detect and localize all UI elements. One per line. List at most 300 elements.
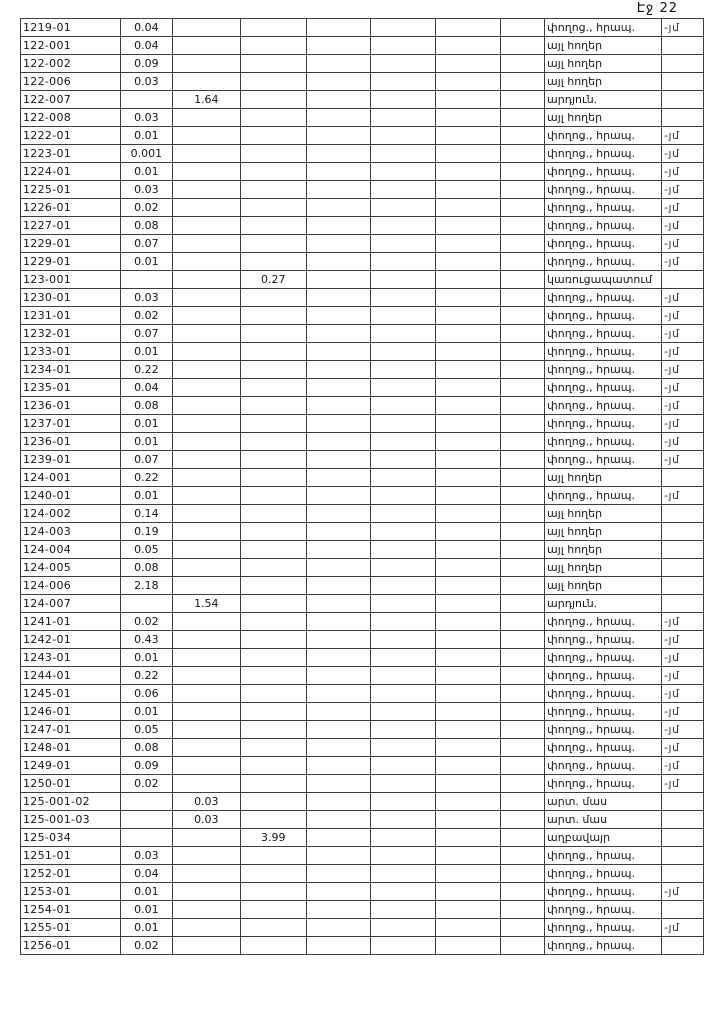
- area-value-cell: [501, 937, 545, 955]
- parcel-code-cell: 1252-01: [21, 865, 121, 883]
- area-value-cell: [436, 505, 501, 523]
- area-value-cell: [371, 415, 436, 433]
- margin-annotation: -յմ: [662, 883, 704, 901]
- margin-annotation: [662, 469, 704, 487]
- area-value-cell: [306, 253, 371, 271]
- area-value-cell: 0.08: [120, 397, 172, 415]
- parcel-code-cell: 1227-01: [21, 217, 121, 235]
- table-row: [21, 577, 704, 595]
- area-value-cell: [306, 343, 371, 361]
- area-value-cell: [306, 523, 371, 541]
- area-value-cell: [501, 127, 545, 145]
- parcel-code-cell: 1242-01: [21, 631, 121, 649]
- area-value-cell: [501, 829, 545, 847]
- area-value-cell: [501, 235, 545, 253]
- area-value-cell: [501, 217, 545, 235]
- area-value-cell: [501, 253, 545, 271]
- margin-annotation: -յմ: [662, 379, 704, 397]
- land-use-cell: այլ հողեր: [545, 469, 662, 487]
- area-value-cell: [172, 829, 240, 847]
- area-value-cell: 0.04: [120, 19, 172, 37]
- area-value-cell: [240, 343, 306, 361]
- land-use-cell: փողոց., հրապ.: [545, 19, 662, 37]
- area-value-cell: [172, 469, 240, 487]
- area-value-cell: 2.18: [120, 577, 172, 595]
- area-value-cell: [172, 415, 240, 433]
- parcel-code-cell: 1239-01: [21, 451, 121, 469]
- area-value-cell: [501, 649, 545, 667]
- area-value-cell: [371, 523, 436, 541]
- area-value-cell: 0.07: [120, 235, 172, 253]
- parcel-code-cell: 122-008: [21, 109, 121, 127]
- area-value-cell: [501, 793, 545, 811]
- area-value-cell: 0.22: [120, 667, 172, 685]
- area-value-cell: [172, 487, 240, 505]
- margin-annotation: -յմ: [662, 415, 704, 433]
- area-value-cell: 0.03: [120, 109, 172, 127]
- area-value-cell: [501, 577, 545, 595]
- area-value-cell: [172, 307, 240, 325]
- area-value-cell: [172, 685, 240, 703]
- margin-annotation: -յմ: [662, 307, 704, 325]
- margin-annotation: -յմ: [662, 613, 704, 631]
- margin-annotation: [662, 91, 704, 109]
- area-value-cell: [306, 721, 371, 739]
- area-value-cell: [306, 559, 371, 577]
- area-value-cell: [120, 829, 172, 847]
- area-value-cell: [306, 685, 371, 703]
- area-value-cell: [240, 811, 306, 829]
- area-value-cell: 1.54: [172, 595, 240, 613]
- area-value-cell: [371, 343, 436, 361]
- area-value-cell: [240, 109, 306, 127]
- area-value-cell: [501, 343, 545, 361]
- area-value-cell: [371, 433, 436, 451]
- parcel-code-cell: 124-007: [21, 595, 121, 613]
- margin-annotation: -յմ: [662, 757, 704, 775]
- parcel-code-cell: 1219-01: [21, 19, 121, 37]
- area-value-cell: 1.64: [172, 91, 240, 109]
- area-value-cell: [436, 163, 501, 181]
- margin-annotation: -յմ: [662, 721, 704, 739]
- parcel-code-cell: 1250-01: [21, 775, 121, 793]
- table-row: [21, 415, 704, 433]
- land-use-cell: փողոց., հրապ.: [545, 919, 662, 937]
- table-row: [21, 433, 704, 451]
- land-use-cell: փողոց., հրապ.: [545, 145, 662, 163]
- area-value-cell: [436, 181, 501, 199]
- area-value-cell: [306, 379, 371, 397]
- parcel-code-cell: 122-001: [21, 37, 121, 55]
- area-value-cell: [501, 613, 545, 631]
- area-value-cell: 0.03: [172, 793, 240, 811]
- table-row: [21, 631, 704, 649]
- area-value-cell: [436, 829, 501, 847]
- margin-annotation: -յմ: [662, 289, 704, 307]
- area-value-cell: [371, 55, 436, 73]
- area-value-cell: 0.02: [120, 613, 172, 631]
- land-use-cell: արտ. մաս: [545, 793, 662, 811]
- area-value-cell: [172, 559, 240, 577]
- table-row: [21, 541, 704, 559]
- area-value-cell: 0.03: [120, 181, 172, 199]
- parcel-code-cell: 1225-01: [21, 181, 121, 199]
- land-use-cell: փողոց., հրապ.: [545, 433, 662, 451]
- margin-annotation: -յմ: [662, 127, 704, 145]
- margin-annotation: -յմ: [662, 433, 704, 451]
- area-value-cell: [240, 847, 306, 865]
- area-value-cell: [371, 397, 436, 415]
- area-value-cell: [240, 757, 306, 775]
- margin-annotation: [662, 865, 704, 883]
- table-row: [21, 109, 704, 127]
- area-value-cell: [306, 451, 371, 469]
- area-value-cell: [306, 865, 371, 883]
- area-value-cell: [371, 73, 436, 91]
- area-value-cell: [306, 757, 371, 775]
- land-use-cell: կառուցապատում: [545, 271, 662, 289]
- area-value-cell: [306, 631, 371, 649]
- area-value-cell: [306, 217, 371, 235]
- area-value-cell: [172, 235, 240, 253]
- land-use-cell: այլ հողեր: [545, 541, 662, 559]
- area-value-cell: [501, 73, 545, 91]
- land-use-cell: փողոց., հրապ.: [545, 415, 662, 433]
- parcel-code-cell: 1236-01: [21, 433, 121, 451]
- area-value-cell: [172, 919, 240, 937]
- area-value-cell: [240, 703, 306, 721]
- area-value-cell: 0.001: [120, 145, 172, 163]
- area-value-cell: [240, 433, 306, 451]
- table-body: [21, 19, 704, 955]
- area-value-cell: [172, 271, 240, 289]
- area-value-cell: [240, 217, 306, 235]
- land-use-cell: փողոց., հրապ.: [545, 379, 662, 397]
- area-value-cell: [240, 181, 306, 199]
- area-value-cell: [306, 433, 371, 451]
- area-value-cell: [436, 145, 501, 163]
- area-value-cell: [371, 469, 436, 487]
- area-value-cell: [240, 793, 306, 811]
- parcel-code-cell: 124-006: [21, 577, 121, 595]
- parcel-code-cell: 1249-01: [21, 757, 121, 775]
- area-value-cell: [501, 181, 545, 199]
- area-value-cell: [306, 901, 371, 919]
- area-value-cell: [371, 919, 436, 937]
- area-value-cell: [306, 37, 371, 55]
- land-use-cell: փողոց., հրապ.: [545, 775, 662, 793]
- margin-annotation: -յմ: [662, 361, 704, 379]
- area-value-cell: [306, 91, 371, 109]
- land-use-cell: փողոց., հրապ.: [545, 253, 662, 271]
- table-row: [21, 91, 704, 109]
- land-use-cell: փողոց., հրապ.: [545, 631, 662, 649]
- parcel-code-cell: 1246-01: [21, 703, 121, 721]
- table-row: [21, 559, 704, 577]
- area-value-cell: [172, 145, 240, 163]
- parcel-code-cell: 1232-01: [21, 325, 121, 343]
- area-value-cell: [306, 595, 371, 613]
- area-value-cell: [501, 721, 545, 739]
- area-value-cell: [436, 397, 501, 415]
- area-value-cell: [306, 703, 371, 721]
- table-row: [21, 523, 704, 541]
- area-value-cell: [371, 829, 436, 847]
- area-value-cell: [240, 667, 306, 685]
- table-row: [21, 595, 704, 613]
- margin-annotation: -յմ: [662, 631, 704, 649]
- area-value-cell: [436, 739, 501, 757]
- area-value-cell: [371, 361, 436, 379]
- land-use-cell: փողոց., հրապ.: [545, 163, 662, 181]
- land-use-cell: փողոց., հրապ.: [545, 451, 662, 469]
- area-value-cell: [501, 289, 545, 307]
- land-use-cell: աղբավայր: [545, 829, 662, 847]
- area-value-cell: [371, 199, 436, 217]
- area-value-cell: [306, 415, 371, 433]
- land-use-cell: փողոց., հրապ.: [545, 685, 662, 703]
- area-value-cell: [306, 847, 371, 865]
- area-value-cell: [371, 595, 436, 613]
- area-value-cell: [371, 541, 436, 559]
- area-value-cell: [371, 91, 436, 109]
- area-value-cell: [172, 109, 240, 127]
- parcel-code-cell: 124-002: [21, 505, 121, 523]
- table-row: [21, 739, 704, 757]
- area-value-cell: [172, 739, 240, 757]
- parcel-code-cell: 1243-01: [21, 649, 121, 667]
- margin-annotation: -յմ: [662, 739, 704, 757]
- area-value-cell: [172, 865, 240, 883]
- parcel-code-cell: 125-034: [21, 829, 121, 847]
- area-value-cell: [501, 145, 545, 163]
- parcel-code-cell: 1229-01: [21, 253, 121, 271]
- margin-annotation: [662, 811, 704, 829]
- area-value-cell: [436, 109, 501, 127]
- margin-annotation: [662, 901, 704, 919]
- land-use-cell: փողոց., հրապ.: [545, 613, 662, 631]
- table-row: [21, 37, 704, 55]
- margin-annotation: [662, 829, 704, 847]
- area-value-cell: [501, 703, 545, 721]
- land-use-cell: փողոց., հրապ.: [545, 649, 662, 667]
- area-value-cell: [436, 361, 501, 379]
- area-value-cell: 0.04: [120, 865, 172, 883]
- area-value-cell: [306, 469, 371, 487]
- land-use-cell: փողոց., հրապ.: [545, 307, 662, 325]
- area-value-cell: [306, 181, 371, 199]
- area-value-cell: 0.04: [120, 379, 172, 397]
- area-value-cell: [306, 397, 371, 415]
- area-value-cell: [371, 487, 436, 505]
- parcel-code-cell: 1233-01: [21, 343, 121, 361]
- margin-annotation: [662, 559, 704, 577]
- land-use-cell: փողոց., հրապ.: [545, 937, 662, 955]
- area-value-cell: [371, 721, 436, 739]
- area-value-cell: [436, 469, 501, 487]
- table-row: [21, 685, 704, 703]
- area-value-cell: [436, 613, 501, 631]
- area-value-cell: 3.99: [240, 829, 306, 847]
- area-value-cell: [240, 865, 306, 883]
- land-use-cell: փողոց., հրապ.: [545, 847, 662, 865]
- parcel-code-cell: 125-001-02: [21, 793, 121, 811]
- table-row: [21, 829, 704, 847]
- parcel-code-cell: 125-001-03: [21, 811, 121, 829]
- area-value-cell: [501, 919, 545, 937]
- area-value-cell: [172, 73, 240, 91]
- area-value-cell: [306, 775, 371, 793]
- area-value-cell: [371, 127, 436, 145]
- area-value-cell: [371, 163, 436, 181]
- area-value-cell: [172, 379, 240, 397]
- area-value-cell: [172, 361, 240, 379]
- area-value-cell: [501, 685, 545, 703]
- table-row: [21, 451, 704, 469]
- area-value-cell: [371, 235, 436, 253]
- area-value-cell: 0.27: [240, 271, 306, 289]
- area-value-cell: 0.08: [120, 217, 172, 235]
- area-value-cell: [172, 325, 240, 343]
- parcel-code-cell: 1241-01: [21, 613, 121, 631]
- table-row: [21, 919, 704, 937]
- margin-annotation: -յմ: [662, 685, 704, 703]
- area-value-cell: [436, 451, 501, 469]
- area-value-cell: [371, 739, 436, 757]
- area-value-cell: [306, 289, 371, 307]
- area-value-cell: [120, 811, 172, 829]
- area-value-cell: [240, 361, 306, 379]
- area-value-cell: [371, 271, 436, 289]
- area-value-cell: [172, 613, 240, 631]
- area-value-cell: [172, 649, 240, 667]
- area-value-cell: [240, 595, 306, 613]
- area-value-cell: 0.01: [120, 901, 172, 919]
- area-value-cell: [172, 289, 240, 307]
- area-value-cell: [501, 307, 545, 325]
- margin-annotation: [662, 55, 704, 73]
- parcel-code-cell: 1222-01: [21, 127, 121, 145]
- area-value-cell: [240, 451, 306, 469]
- area-value-cell: [436, 901, 501, 919]
- cadastral-table: [20, 18, 704, 955]
- area-value-cell: [436, 73, 501, 91]
- area-value-cell: [436, 523, 501, 541]
- area-value-cell: [436, 91, 501, 109]
- area-value-cell: [501, 325, 545, 343]
- area-value-cell: [436, 37, 501, 55]
- land-use-cell: փողոց., հրապ.: [545, 667, 662, 685]
- table-row: [21, 73, 704, 91]
- parcel-code-cell: 1248-01: [21, 739, 121, 757]
- area-value-cell: [172, 883, 240, 901]
- margin-annotation: -յմ: [662, 343, 704, 361]
- area-value-cell: 0.09: [120, 55, 172, 73]
- area-value-cell: [501, 469, 545, 487]
- area-value-cell: [371, 901, 436, 919]
- area-value-cell: [371, 775, 436, 793]
- parcel-code-cell: 1235-01: [21, 379, 121, 397]
- area-value-cell: 0.08: [120, 559, 172, 577]
- area-value-cell: [371, 631, 436, 649]
- area-value-cell: [172, 577, 240, 595]
- area-value-cell: [240, 415, 306, 433]
- area-value-cell: [240, 559, 306, 577]
- parcel-code-cell: 122-002: [21, 55, 121, 73]
- area-value-cell: [501, 559, 545, 577]
- land-use-cell: փողոց., հրապ.: [545, 235, 662, 253]
- area-value-cell: [306, 73, 371, 91]
- area-value-cell: [371, 37, 436, 55]
- margin-annotation: -յմ: [662, 253, 704, 271]
- area-value-cell: [240, 253, 306, 271]
- land-use-cell: փողոց., հրապ.: [545, 289, 662, 307]
- area-value-cell: [306, 919, 371, 937]
- area-value-cell: [371, 289, 436, 307]
- area-value-cell: [306, 577, 371, 595]
- area-value-cell: [240, 937, 306, 955]
- table-row: [21, 379, 704, 397]
- area-value-cell: [501, 811, 545, 829]
- area-value-cell: [172, 631, 240, 649]
- area-value-cell: [172, 937, 240, 955]
- area-value-cell: [436, 667, 501, 685]
- area-value-cell: [240, 289, 306, 307]
- area-value-cell: [501, 595, 545, 613]
- area-value-cell: [306, 649, 371, 667]
- area-value-cell: [436, 415, 501, 433]
- parcel-code-cell: 1229-01: [21, 235, 121, 253]
- parcel-code-cell: 1244-01: [21, 667, 121, 685]
- area-value-cell: [436, 217, 501, 235]
- area-value-cell: [501, 397, 545, 415]
- area-value-cell: 0.02: [120, 307, 172, 325]
- table-row: [21, 19, 704, 37]
- table-row: [21, 325, 704, 343]
- table-row: [21, 397, 704, 415]
- margin-annotation: [662, 505, 704, 523]
- area-value-cell: [240, 739, 306, 757]
- area-value-cell: [501, 505, 545, 523]
- table-row: [21, 649, 704, 667]
- area-value-cell: 0.22: [120, 361, 172, 379]
- parcel-code-cell: 1256-01: [21, 937, 121, 955]
- land-use-cell: այլ հողեր: [545, 505, 662, 523]
- margin-annotation: -յմ: [662, 19, 704, 37]
- area-value-cell: [306, 811, 371, 829]
- area-value-cell: [240, 199, 306, 217]
- table-row: [21, 181, 704, 199]
- area-value-cell: [371, 379, 436, 397]
- area-value-cell: [436, 325, 501, 343]
- area-value-cell: [172, 19, 240, 37]
- margin-annotation: [662, 541, 704, 559]
- area-value-cell: [172, 163, 240, 181]
- margin-annotation: -յմ: [662, 217, 704, 235]
- land-use-cell: փողոց., հրապ.: [545, 901, 662, 919]
- area-value-cell: [172, 775, 240, 793]
- margin-annotation: -յմ: [662, 397, 704, 415]
- area-value-cell: [501, 433, 545, 451]
- area-value-cell: [436, 703, 501, 721]
- table-row: [21, 163, 704, 181]
- area-value-cell: [306, 505, 371, 523]
- land-use-cell: այլ հողեր: [545, 73, 662, 91]
- area-value-cell: [240, 721, 306, 739]
- area-value-cell: [172, 343, 240, 361]
- parcel-code-cell: 1230-01: [21, 289, 121, 307]
- land-use-cell: արդյուն.: [545, 595, 662, 613]
